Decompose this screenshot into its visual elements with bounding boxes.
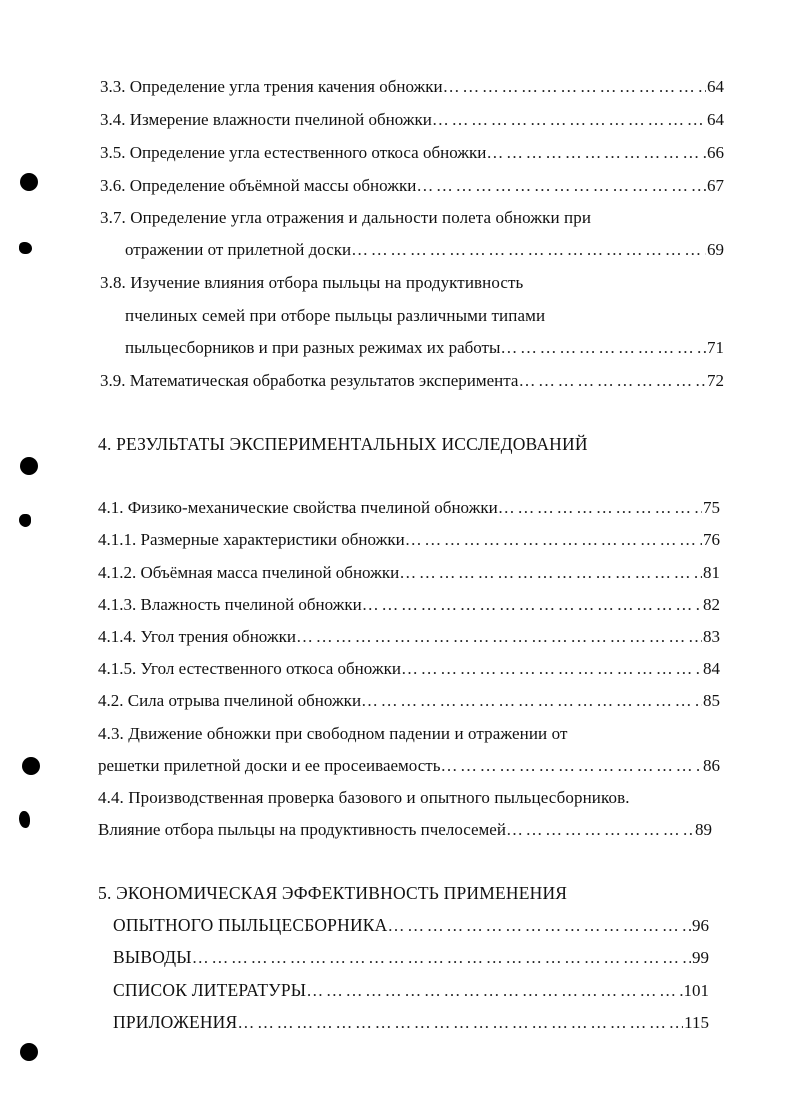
toc-entry-title: 3.6. Определение объёмной массы обножки <box>100 176 417 195</box>
toc-entry-page: 64 <box>707 77 724 96</box>
chapter-5-heading-line2 <box>113 913 709 937</box>
toc-entry-3-9 <box>100 369 724 393</box>
toc-entry-page: 81 <box>703 563 720 582</box>
toc-entry-3-7-line1: 3.7. Определение угла отражения и дальности полета обножки при <box>100 208 592 227</box>
toc-entry-3-7-line2 <box>125 238 724 262</box>
toc-entry-title: 4.1.3. Влажность пчелиной обножки <box>98 595 362 614</box>
chapter-5-heading: 5. ЭКОНОМИЧЕСКАЯ ЭФФЕКТИВНОСТЬ ПРИМЕНЕНИЯ <box>98 883 568 903</box>
toc-entry-page: 101 <box>683 981 709 1000</box>
dot-leader <box>416 174 706 198</box>
toc-entry-appendices <box>113 1010 709 1034</box>
toc-entry-title: 4.1.4. Угол трения обножки <box>98 627 296 646</box>
toc-entry-3-4 <box>100 108 724 132</box>
scan-mark-2 <box>19 514 31 527</box>
toc-entry-title: ВЫВОДЫ <box>113 947 192 967</box>
toc-entry-page: 69 <box>707 240 724 259</box>
dot-leader <box>432 108 706 132</box>
toc-entry-conclusions <box>113 945 709 969</box>
punch-hole-2 <box>20 457 38 475</box>
toc-entry-title: ПРИЛОЖЕНИЯ <box>113 1012 238 1032</box>
toc-entry-3-5 <box>100 141 724 165</box>
toc-entry-page: 71 <box>707 338 724 357</box>
toc-entry-title: 4.1. Физико-механические свойства пчелиной обножки <box>98 498 498 517</box>
toc-entry-4-4-line2 <box>98 818 712 842</box>
toc-entry-4-4-line1: 4.4. Производственная проверка базового и опытного пыльцесборников. <box>98 788 630 807</box>
dot-leader <box>192 946 691 969</box>
toc-entry-page: 76 <box>703 530 720 549</box>
toc-entry-title: 3.3. Определение угла трения качения обножки <box>100 77 443 96</box>
dot-leader <box>388 914 692 937</box>
toc-entry-page: 96 <box>692 916 709 935</box>
toc-entry-title: 4.1.1. Размерные характеристики обножки <box>98 530 405 549</box>
toc-entry-title: ОПЫТНОГО ПЫЛЬЦЕСБОРНИКА <box>113 915 388 935</box>
toc-entry-page: 66 <box>707 143 724 162</box>
toc-entry-title: решетки прилетной доски и ее просеиваемость <box>98 756 441 775</box>
dot-leader <box>361 689 702 713</box>
toc-entry-title: Влияние отбора пыльцы на продуктивность пчелосемей <box>98 820 506 839</box>
toc-entry-page: 115 <box>684 1013 709 1032</box>
dot-leader <box>405 528 702 552</box>
toc-entry-page: 82 <box>703 595 720 614</box>
toc-entry-4-3-line2 <box>98 754 720 778</box>
toc-entry-3-8-line1: 3.8. Изучение влияния отбора пыльцы на продуктивность <box>100 273 524 292</box>
dot-leader <box>362 593 702 617</box>
toc-entry-page: 64 <box>707 110 724 129</box>
dot-leader <box>237 1011 683 1034</box>
toc-entry-title: 4.2. Сила отрыва пчелиной обножки <box>98 691 362 710</box>
toc-entry-3-8-line3 <box>125 336 724 360</box>
toc-entry-page: 67 <box>707 176 724 195</box>
toc-entry-4-1-4 <box>98 625 720 649</box>
toc-entry-3-3 <box>100 75 724 99</box>
toc-entry-4-2 <box>98 689 720 713</box>
toc-entry-page: 83 <box>703 627 720 646</box>
dot-leader <box>500 336 706 360</box>
toc-entry-references <box>113 978 709 1002</box>
toc-entry-4-1-3 <box>98 593 720 617</box>
toc-entry-4-1-5 <box>98 657 720 681</box>
toc-entry-title: 3.4. Измерение влажности пчелиной обножки <box>100 110 432 129</box>
toc-entry-title: 3.9. Математическая обработка результатов эксперимента <box>100 371 519 390</box>
toc-entry-page: 84 <box>703 659 720 678</box>
dot-leader <box>440 754 702 778</box>
toc-entry-title: 4.1.5. Угол естественного откоса обножки <box>98 659 401 678</box>
toc-entry-title: СПИСОК ЛИТЕРАТУРЫ <box>113 980 307 1000</box>
toc-entry-4-1 <box>98 496 720 520</box>
toc-entry-title: 3.5. Определение угла естественного откоса обножки <box>100 143 487 162</box>
toc-entry-3-6 <box>100 174 724 198</box>
scan-mark-1 <box>19 242 32 254</box>
dot-leader <box>306 979 682 1002</box>
toc-entry-4-3-line1: 4.3. Движение обножки при свободном падении и отражении от <box>98 724 568 743</box>
punch-hole-1 <box>20 173 38 191</box>
toc-entry-title: отражении от прилетной доски <box>125 240 352 259</box>
toc-entry-page: 86 <box>703 756 720 775</box>
toc-entry-page: 72 <box>707 371 724 390</box>
toc-entry-4-1-1 <box>98 528 720 552</box>
dot-leader <box>399 561 702 585</box>
dot-leader <box>518 369 706 393</box>
toc-entry-page: 75 <box>703 498 720 517</box>
dot-leader <box>443 75 706 99</box>
punch-hole-4 <box>20 1043 38 1061</box>
punch-hole-3 <box>22 757 40 775</box>
chapter-4-heading: 4. РЕЗУЛЬТАТЫ ЭКСПЕРИМЕНТАЛЬНЫХ ИССЛЕДОВАНИЙ <box>98 434 588 454</box>
toc-entry-page: 85 <box>703 691 720 710</box>
dot-leader <box>506 818 694 842</box>
toc-entry-page: 99 <box>692 948 709 967</box>
dot-leader <box>498 496 702 520</box>
dot-leader <box>296 625 702 649</box>
toc-entry-page: 89 <box>695 820 712 839</box>
scan-mark-3 <box>19 811 30 828</box>
toc-entry-title: 4.1.2. Объёмная масса пчелиной обножки <box>98 563 400 582</box>
toc-entry-title: пыльцесборников и при разных режимах их работы <box>125 338 501 357</box>
dot-leader <box>401 657 702 681</box>
toc-entry-3-8-line2: пчелиных семей при отборе пыльцы различными типами <box>125 306 546 325</box>
toc-entry-4-1-2 <box>98 561 720 585</box>
dot-leader <box>351 238 706 262</box>
dot-leader <box>486 141 706 165</box>
